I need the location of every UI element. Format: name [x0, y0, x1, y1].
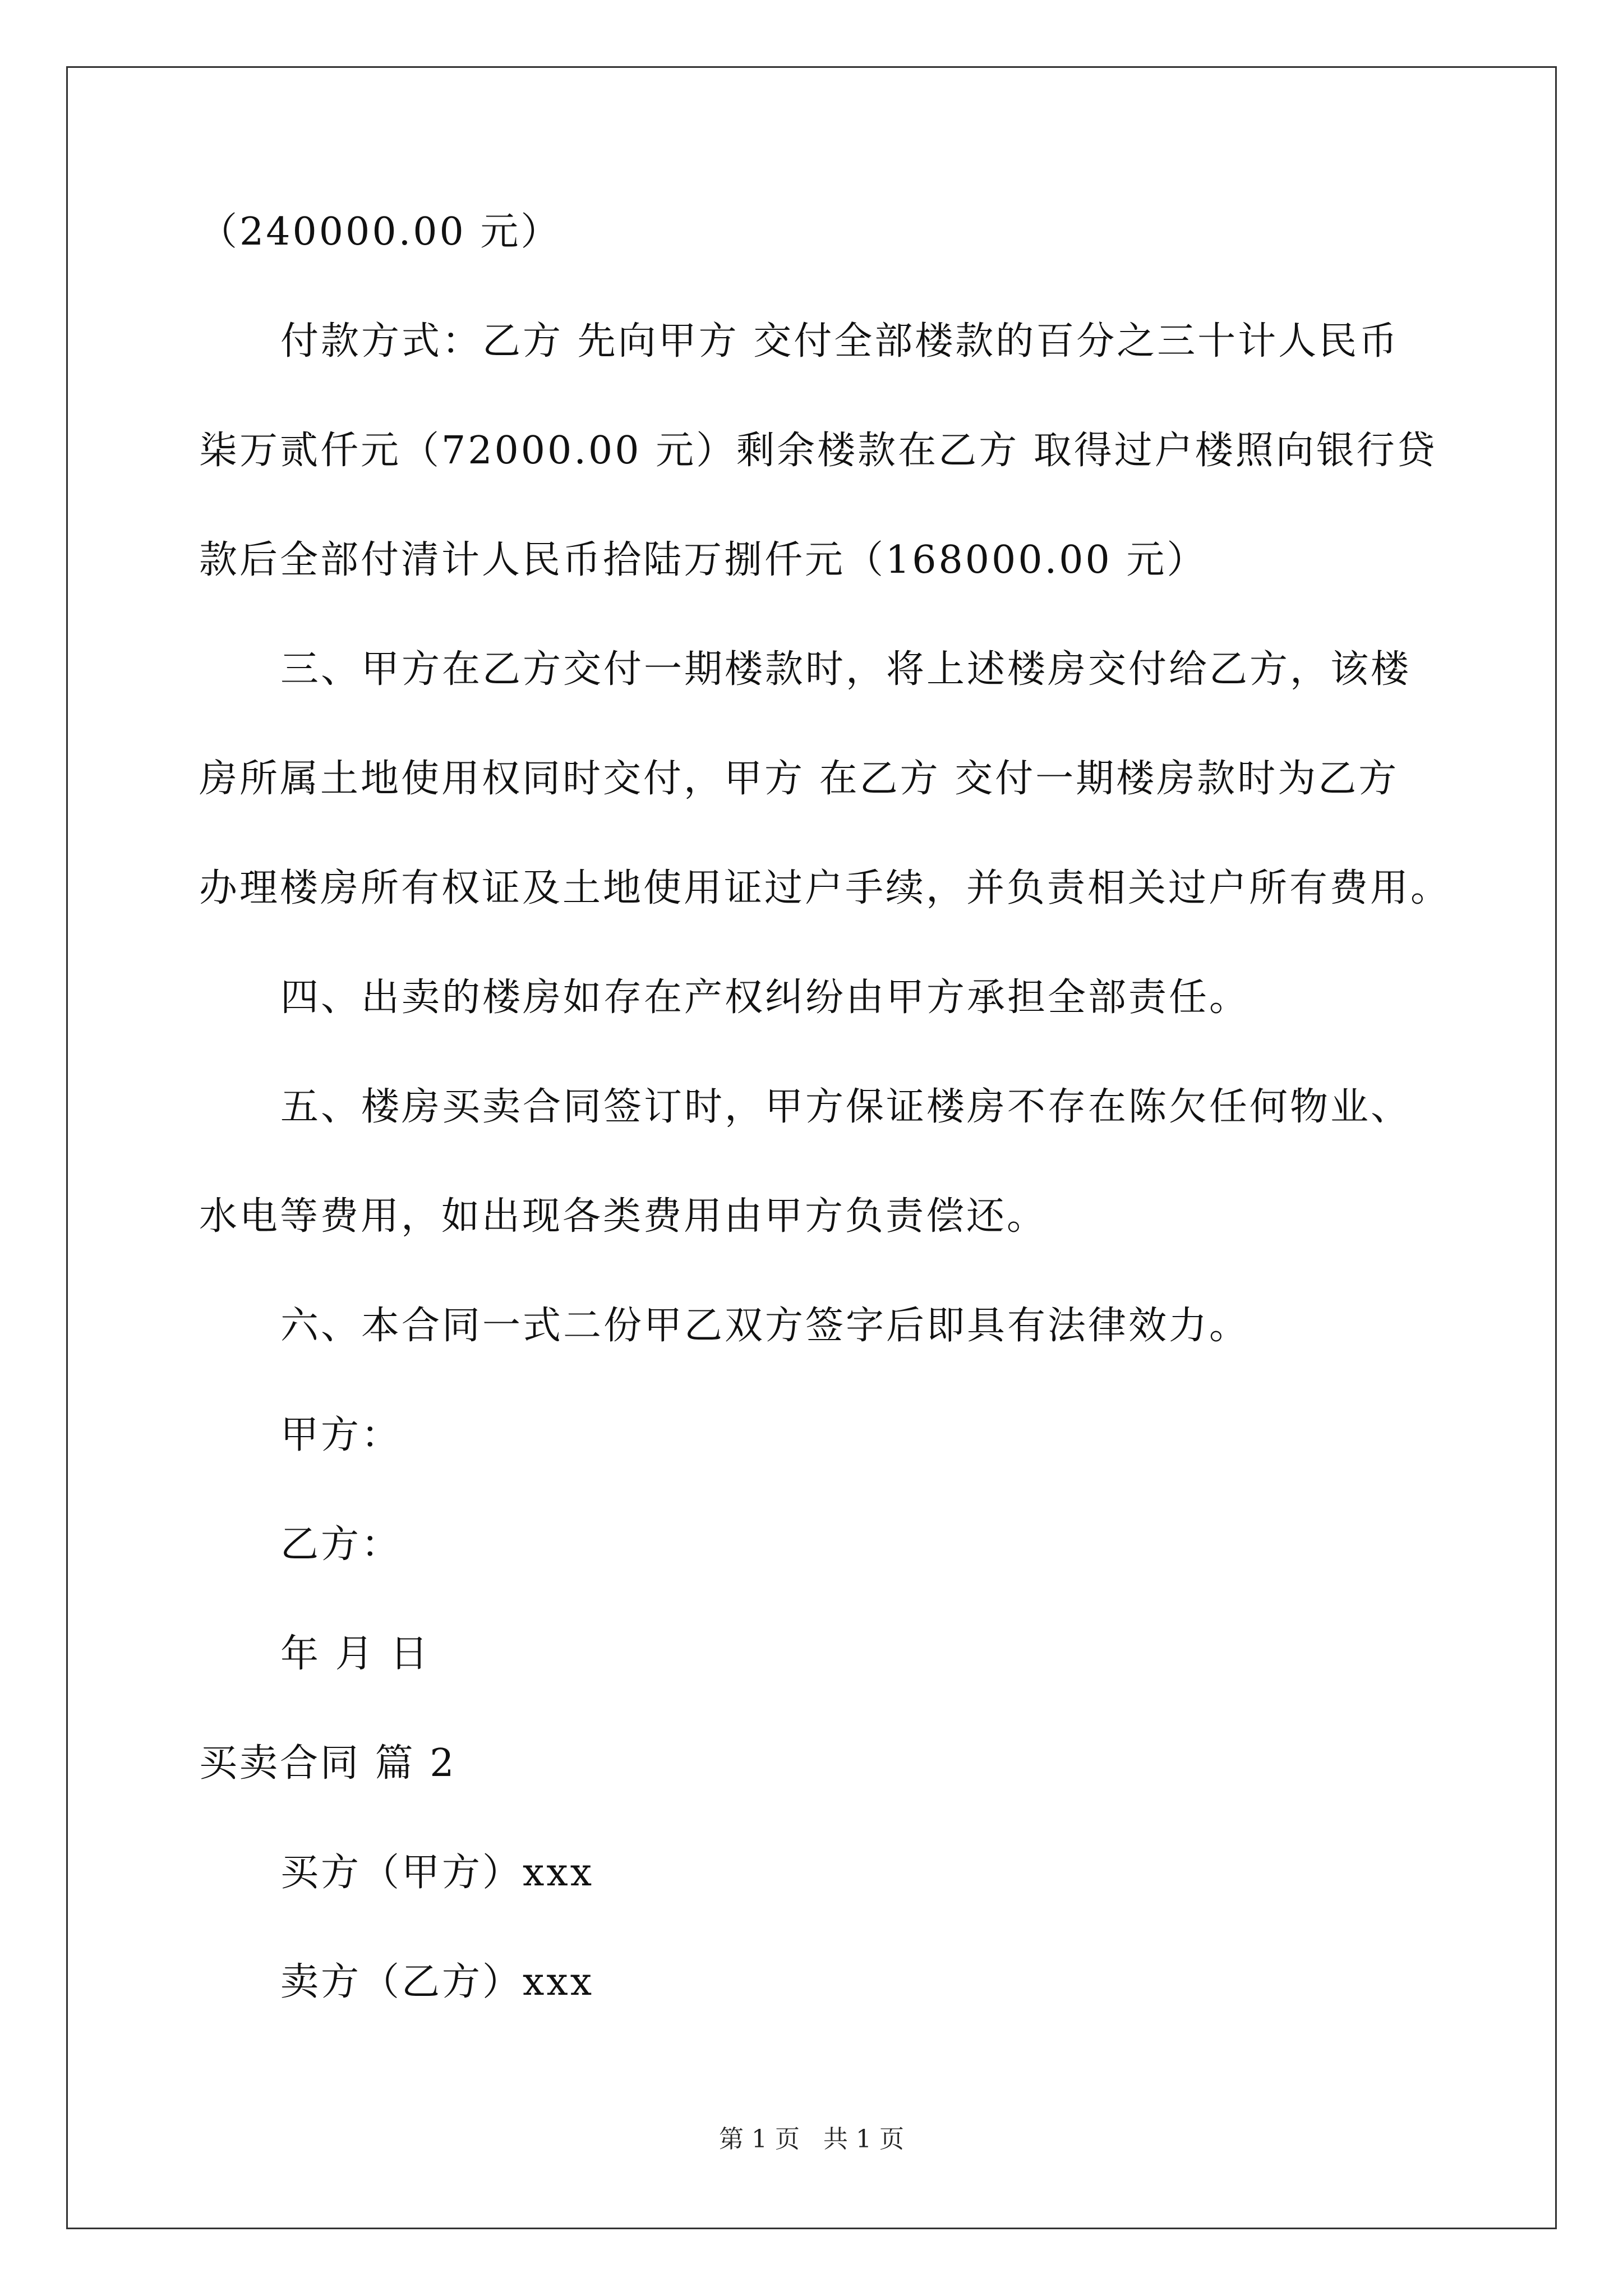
page-footer — [0, 2127, 1623, 2152]
clause-3-line-1: 三、甲方在乙方交付一期楼款时，将上述楼房交付给乙方，该楼 — [280, 647, 1412, 692]
clause-3-line-2: 房所属土地使用权同时交付，甲方 在乙方 交付一期楼房款时为乙方 — [199, 757, 1399, 801]
party-a-signature-label: 甲方： — [280, 1413, 402, 1457]
party-b-signature-label: 乙方： — [280, 1522, 402, 1567]
amount-total-line: （240000.00 元） — [199, 210, 561, 254]
clause-5-line-2: 水电等费用，如出现各类费用由甲方负责偿还。 — [199, 1194, 1048, 1239]
clause-5-line-1: 五、楼房买卖合同签订时，甲方保证楼房不存在陈欠任何物业、 — [280, 1085, 1412, 1129]
buyer-line: 买方（甲方）xxx — [280, 1851, 594, 1895]
clause-6: 六、本合同一式二份甲乙双方签字后即具有法律效力。 — [280, 1304, 1250, 1348]
seller-line: 卖方（乙方）xxx — [280, 1960, 594, 2004]
section-heading: 买卖合同 篇 2 — [199, 1741, 457, 1786]
date-line: 年 月 日 — [280, 1632, 431, 1676]
page-number: 第 1 页 共 1 页 — [719, 2125, 904, 2154]
document-body — [199, 210, 1451, 2073]
clause-4: 四、出卖的楼房如存在产权纠纷由甲方承担全部责任。 — [280, 976, 1250, 1020]
clause-3-line-3: 办理楼房所有权证及土地使用证过户手续，并负责相关过户所有费用。 — [199, 866, 1451, 910]
payment-method-line-3: 款后全部付清计人民币拾陆万捌仟元（168000.00 元） — [199, 538, 1207, 582]
payment-method-line-2: 柒万贰仟元（72000.00 元）剩余楼款在乙方 取得过户楼照向银行贷 — [199, 429, 1437, 473]
payment-method-line-1: 付款方式：乙方 先向甲方 交付全部楼款的百分之三十计人民币 — [280, 319, 1400, 364]
